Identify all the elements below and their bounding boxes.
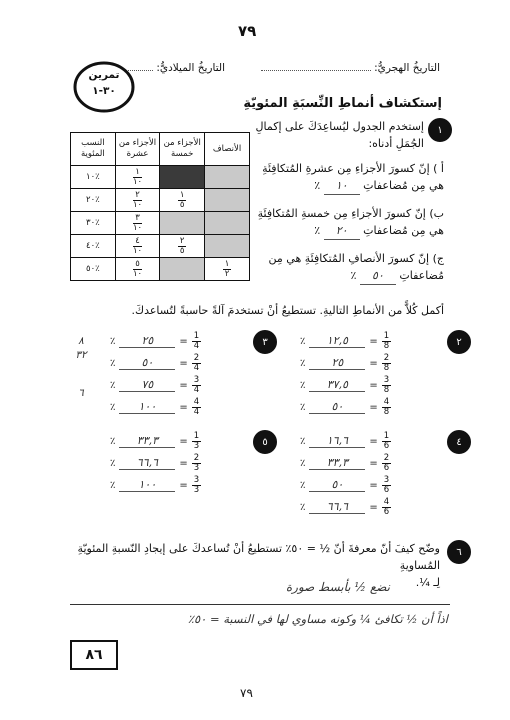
q3-rows (110, 330, 250, 418)
equals-sign: = (179, 379, 188, 391)
cell-tenth-4: $\frac{٤}{١٠}$ (115, 235, 160, 258)
q1-part-c (244, 250, 444, 285)
lesson-title: إستكشاف أنماطِ النِّسبَةِ المئويّةِ (243, 96, 442, 111)
margin-note: ٦ (78, 387, 84, 399)
percent-sign: ٪ (110, 457, 116, 469)
fractions-table (70, 132, 250, 281)
q1-instruction-line2: الجُمَلِ أدناه: (368, 137, 424, 150)
q1-a-line2 (244, 177, 444, 195)
gregorian-date-label: التاريخُ الميلاديُّ: (156, 62, 225, 74)
table-row (71, 258, 250, 281)
q3-row (110, 396, 250, 418)
q5-row (110, 430, 250, 452)
q4-row (300, 452, 440, 474)
q5-fraction: $\frac{3}{3}$ (193, 474, 200, 495)
equals-sign: = (369, 501, 378, 513)
q2-row (300, 396, 440, 418)
q4-fraction: $\frac{3}{6}$ (383, 474, 390, 495)
equals-sign: = (369, 401, 378, 413)
q2-answer[interactable]: ٢٥ (309, 356, 365, 370)
hijri-date-label: التاريخُ الهجريُّ: (374, 62, 440, 74)
q3-row (110, 374, 250, 396)
equals-sign: = (179, 479, 188, 491)
equals-sign: = (179, 401, 188, 413)
equals-sign: = (179, 435, 188, 447)
q6-question-line2: لِـ ¼. (415, 576, 440, 589)
col-header-tenths: الأجزاء من عشرة (115, 133, 160, 166)
equals-sign: = (369, 435, 378, 447)
q5-fraction: $\frac{2}{3}$ (193, 452, 200, 473)
q1-c-line1: ج) إنّ كسورَ الأنصافِ المُتكافِئَةِ هي مِن (268, 252, 444, 265)
q6-number-badge: ٦ (447, 540, 471, 564)
table-header-row (71, 133, 250, 166)
q2-row (300, 352, 440, 374)
hijri-date-field[interactable] (220, 62, 440, 74)
q1-c-answer[interactable]: ٥٠ (360, 267, 396, 285)
equals-sign: = (179, 457, 188, 469)
q2-row (300, 330, 440, 352)
q1-c-stem: مُضاعفاتِ (399, 269, 444, 282)
q1-a-stem: هي مِن مُضاعفاتِ (363, 179, 444, 192)
q5-answer[interactable]: ٦٦,٦ (119, 456, 175, 470)
cell-fifth-5 (160, 258, 205, 281)
q6-question-line1: وضّح كيفَ أنّ معرفةَ أنّ ½ = ٥٠٪ تستطيعُ أنْ تُساعدكَ على إيجادِ النّسبةِ المئويّةِ المُساويةِ (77, 542, 440, 572)
hijri-date-line (261, 70, 371, 71)
cell-tenth-1: $\frac{١}{١٠}$ (115, 166, 160, 189)
q4-number-badge: ٤ (447, 430, 471, 454)
cell-pct-4: ٪٤٠ (71, 235, 116, 258)
q5-row (110, 452, 250, 474)
cell-fifth-1 (160, 166, 205, 189)
q2-rows (300, 330, 440, 418)
q1-b-line2 (244, 222, 444, 240)
page-stamp: ٨٦ (70, 640, 118, 670)
table-row (71, 212, 250, 235)
cell-pct-1: ٪١٠ (71, 166, 116, 189)
q3-row (110, 352, 250, 374)
q4-row (300, 496, 440, 518)
exercise-badge (72, 60, 136, 114)
cell-half-1 (205, 166, 250, 189)
cell-half-4 (205, 235, 250, 258)
equals-sign: = (369, 357, 378, 369)
percent-sign: ٪ (300, 501, 306, 513)
q5-answer[interactable]: ٣٣,٣ (119, 434, 175, 448)
col-header-halves: الأنصاف (205, 133, 250, 166)
q4-fraction: $\frac{1}{6}$ (383, 430, 390, 451)
q3-row (110, 330, 250, 352)
equals-sign: = (369, 335, 378, 347)
exercise-badge-title: تمرين (88, 69, 120, 81)
margin-note: ٨ (78, 335, 84, 347)
cell-fifth-3 (160, 212, 205, 235)
q4-rows (300, 430, 440, 518)
q1-a-percent: ٪ (314, 179, 321, 192)
q2-answer[interactable]: ٥٠ (309, 400, 365, 414)
cell-half-3 (205, 212, 250, 235)
q3-answer[interactable]: ٥٠ (119, 356, 175, 370)
margin-notes (70, 334, 92, 400)
q3-fraction: $\frac{2}{4}$ (193, 352, 200, 373)
q4-answer[interactable]: ١٦,٦ (309, 434, 365, 448)
percent-sign: ٪ (110, 479, 116, 491)
cell-pct-5: ٪٥٠ (71, 258, 116, 281)
q2-fraction: $\frac{3}{8}$ (383, 374, 390, 395)
q4-fraction: $\frac{2}{6}$ (383, 452, 390, 473)
q2-fraction: $\frac{4}{8}$ (383, 396, 390, 417)
percent-sign: ٪ (300, 479, 306, 491)
q1-c-percent: ٪ (350, 269, 357, 282)
percent-sign: ٪ (110, 401, 116, 413)
q3-fraction: $\frac{4}{4}$ (193, 396, 200, 417)
equals-sign: = (369, 379, 378, 391)
table-row (71, 235, 250, 258)
q4-row (300, 474, 440, 496)
q5-row (110, 474, 250, 496)
q1-b-stem: هي مِن مُضاعفاتِ (363, 224, 444, 237)
q1-c-line2 (244, 267, 444, 285)
q1-b-line1: ب) إنّ كسورَ الأجزاءِ مِن خمسةِ المُتكافِئَةِ (257, 207, 444, 220)
margin-note: ٣٢ (75, 349, 87, 361)
q1-a-answer[interactable]: ١٠ (324, 177, 360, 195)
q2-row (300, 374, 440, 396)
cell-fifth-2: $\frac{١}{٥}$ (160, 189, 205, 212)
percent-sign: ٪ (110, 435, 116, 447)
percent-sign: ٪ (300, 335, 306, 347)
answer-rule (70, 604, 450, 605)
percent-sign: ٪ (110, 379, 116, 391)
q5-rows (110, 430, 250, 496)
q4-answer[interactable]: ٣٣,٣ (309, 456, 365, 470)
q1-b-answer[interactable]: ٢٠ (324, 222, 360, 240)
q2-number-badge: ٢ (447, 330, 471, 354)
q6-answer-line1: نضع ½ بأبسط صورة (285, 580, 390, 594)
cell-pct-2: ٪٢٠ (71, 189, 116, 212)
equals-sign: = (179, 335, 188, 347)
percent-sign: ٪ (110, 335, 116, 347)
col-header-fifths: الأجزاء من خمسة (160, 133, 205, 166)
percent-sign: ٪ (300, 435, 306, 447)
percent-sign: ٪ (300, 357, 306, 369)
cell-half-2 (205, 189, 250, 212)
q1-part-b (244, 205, 444, 240)
page-number-bottom: ٧٩ (240, 686, 253, 700)
table-row (71, 189, 250, 212)
patterns-instruction: أكمل كُلاًّ من الأنماطِ التاليةِ. تستطيعُ أنْ تستخدمَ آلةً حاسبةً لتُساعدكَ. (131, 304, 444, 317)
page-number-top: ٧٩ (238, 22, 257, 40)
q6-answer-line2: اذاً أن ½ تكافئ ¼ وكونه مساوي لها في النسبة = ٥٠٪ (187, 612, 448, 626)
q5-number-badge: ٥ (253, 430, 277, 454)
equals-sign: = (369, 457, 378, 469)
q3-answer[interactable]: ٢٥ (119, 334, 175, 348)
cell-half-5: $\frac{١}{٢}$ (205, 258, 250, 281)
q5-fraction: $\frac{1}{3}$ (193, 430, 200, 451)
cell-tenth-5: $\frac{٥}{١٠}$ (115, 258, 160, 281)
percent-sign: ٪ (300, 401, 306, 413)
q4-fraction: $\frac{4}{6}$ (383, 496, 390, 517)
cell-pct-3: ٪٣٠ (71, 212, 116, 235)
percent-sign: ٪ (110, 357, 116, 369)
q3-fraction: $\frac{1}{4}$ (193, 330, 200, 351)
equals-sign: = (179, 357, 188, 369)
table-row (71, 166, 250, 189)
q3-fraction: $\frac{3}{4}$ (193, 374, 200, 395)
q1-b-percent: ٪ (314, 224, 321, 237)
cell-tenth-2: $\frac{٢}{١٠}$ (115, 189, 160, 212)
q2-answer[interactable]: ١٢,٥ (309, 334, 365, 348)
q3-answer[interactable]: ٧٥ (119, 378, 175, 392)
q1-instruction-line1: إستخدم الجدول ليُساعِدَكَ على إكمالِ (255, 120, 424, 133)
q4-answer[interactable]: ٦٦,٦ (309, 500, 365, 514)
q4-answer[interactable]: ٥٠ (309, 478, 365, 492)
q1-instruction (244, 118, 424, 152)
cell-tenth-3: $\frac{٣}{١٠}$ (115, 212, 160, 235)
q1-part-a (244, 160, 444, 195)
q5-answer[interactable]: ١٠٠ (119, 478, 175, 492)
q2-answer[interactable]: ٣٧,٥ (309, 378, 365, 392)
percent-sign: ٪ (300, 379, 306, 391)
cell-fifth-4: $\frac{٢}{٥}$ (160, 235, 205, 258)
col-header-percent: النسب المئوية (71, 133, 116, 166)
q4-row (300, 430, 440, 452)
q3-number-badge: ٣ (253, 330, 277, 354)
q1-number-badge: ١ (428, 118, 452, 142)
q2-fraction: $\frac{2}{8}$ (383, 352, 390, 373)
q2-fraction: $\frac{1}{8}$ (383, 330, 390, 351)
q1-a-line1: أ ) إنّ كسورَ الأجزاءِ مِن عشرةِ المُتكافِئَةِ (262, 162, 444, 175)
percent-sign: ٪ (300, 457, 306, 469)
equals-sign: = (369, 479, 378, 491)
exercise-badge-range: ٣٠-١ (92, 85, 116, 97)
q3-answer[interactable]: ١٠٠ (119, 400, 175, 414)
